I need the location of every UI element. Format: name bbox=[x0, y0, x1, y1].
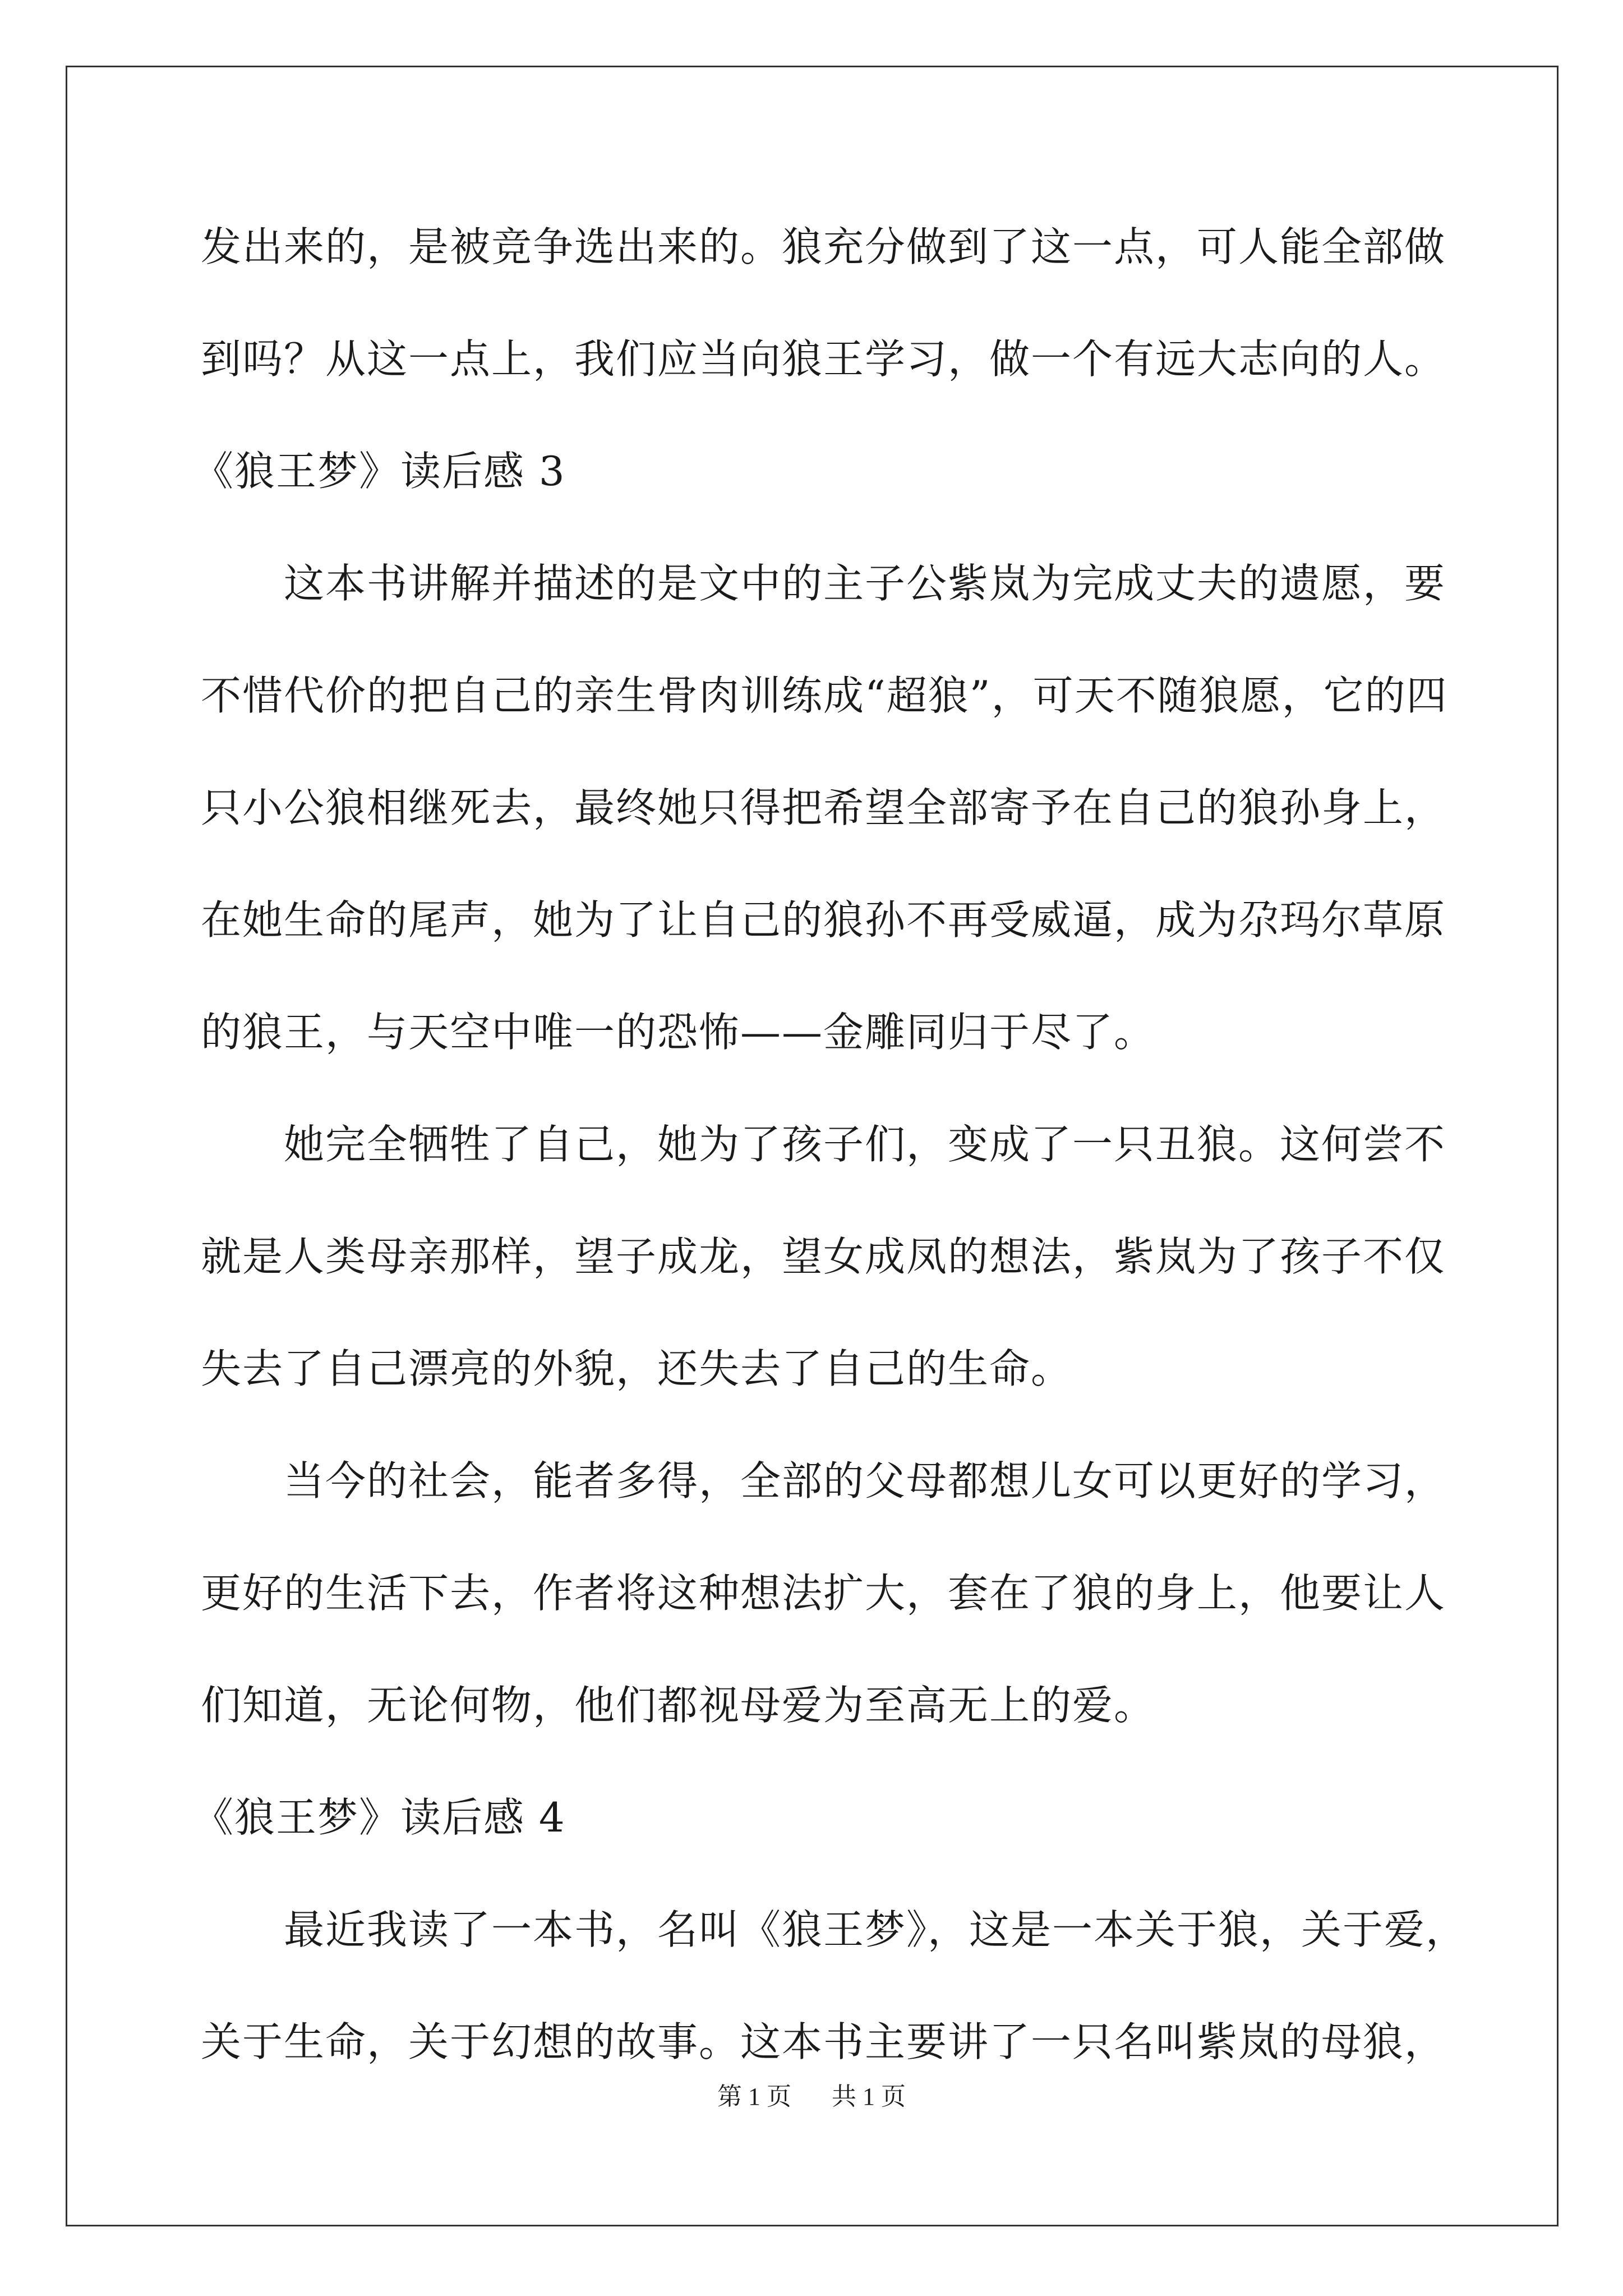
text-line: 失去了自己漂亮的外貌，还失去了自己的生命。 bbox=[201, 1345, 1073, 1392]
text-line: 发出来的，是被竞争选出来的。狼充分做到了这一点，可人能全部做 bbox=[201, 223, 1446, 270]
text-line: 不惜代价的把自己的亲生骨肉训练成“超狼”，可天不随狼愿，它的四 bbox=[201, 672, 1448, 719]
text-line: 这本书讲解并描述的是文中的主子公紫岚为完成丈夫的遗愿，要 bbox=[284, 560, 1446, 607]
section-heading: 《狼王梦》读后感 4 bbox=[193, 1794, 566, 1841]
text-line: 们知道，无论何物，他们都视母爱为至高无上的爱。 bbox=[201, 1682, 1156, 1729]
text-line: 关于生命，关于幻想的故事。这本书主要讲了一只名叫紫岚的母狼， bbox=[201, 2018, 1446, 2065]
text-line: 更好的生活下去，作者将这种想法扩大，套在了狼的身上，他要让人 bbox=[201, 1570, 1446, 1617]
page-total: 共 1 页 bbox=[832, 2083, 906, 2110]
page-footer bbox=[0, 2080, 1623, 2114]
page-number: 第 1 页 bbox=[717, 2083, 791, 2110]
text-line: 当今的社会，能者多得，全部的父母都想儿女可以更好的学习， bbox=[284, 1457, 1446, 1504]
text-line: 只小公狼相继死去，最终她只得把希望全部寄予在自己的狼孙身上， bbox=[201, 784, 1446, 831]
text-line: 最近我读了一本书，名叫《狼王梦》，这是一本关于狼，关于爱， bbox=[284, 1906, 1468, 1953]
text-line: 在她生命的尾声，她为了让自己的狼孙不再受威逼，成为尕玛尔草原 bbox=[201, 896, 1446, 944]
text-line: 她完全牺牲了自己，她为了孩子们，变成了一只丑狼。这何尝不 bbox=[284, 1121, 1446, 1168]
text-line: 就是人类母亲那样，望子成龙，望女成凤的想法，紫岚为了孩子不仅 bbox=[201, 1233, 1446, 1280]
text-line: 的狼王，与天空中唯一的恐怖——金雕同归于尽了。 bbox=[201, 1009, 1156, 1056]
text-line: 到吗？从这一点上，我们应当向狼王学习，做一个有远大志向的人。 bbox=[201, 335, 1446, 383]
section-heading: 《狼王梦》读后感 3 bbox=[193, 448, 566, 495]
